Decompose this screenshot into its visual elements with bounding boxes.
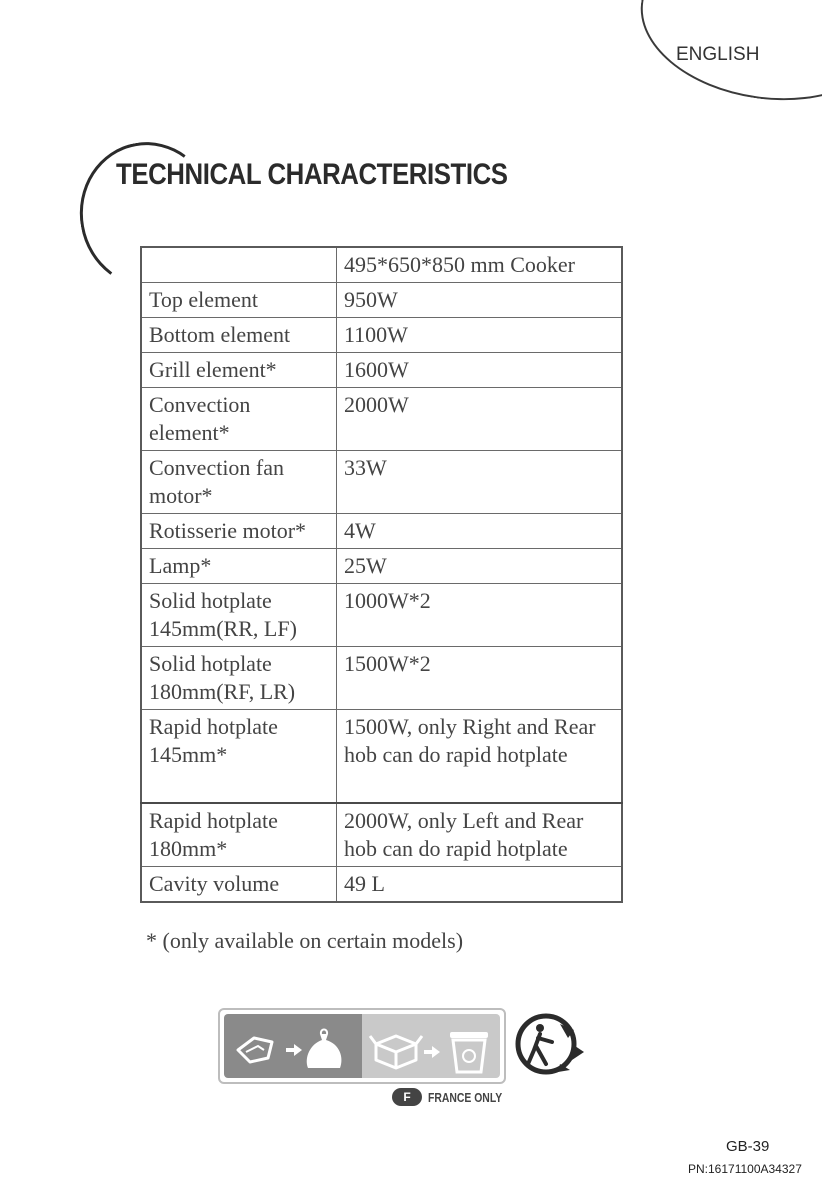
- row-value: 2000W, only Left and Rear hob can do rapid hotplate: [337, 803, 623, 867]
- table-row: [141, 283, 622, 318]
- part-number: PN:16171100A34327: [688, 1162, 802, 1176]
- row-value: 4W: [337, 514, 623, 549]
- table-row: [141, 514, 622, 549]
- packaging-to-bag-icon: [224, 1014, 362, 1078]
- row-label: Solid hotplate 145mm(RR, LF): [141, 584, 337, 647]
- table-row: [141, 388, 622, 451]
- row-value: 495*650*850 mm Cooker: [337, 247, 623, 283]
- table-row: [141, 584, 622, 647]
- row-label: Rapid hotplate 180mm*: [141, 803, 337, 867]
- row-value: 1000W*2: [337, 584, 623, 647]
- table-row: [141, 247, 622, 283]
- row-label: [141, 247, 337, 283]
- row-label: Grill element*: [141, 353, 337, 388]
- row-value: 33W: [337, 451, 623, 514]
- row-label: Convection element*: [141, 388, 337, 451]
- triman-icon: [512, 1008, 592, 1080]
- packaging-panel: [224, 1014, 362, 1078]
- row-value: 25W: [337, 549, 623, 584]
- table-row: [141, 647, 622, 710]
- row-label: Cavity volume: [141, 867, 337, 903]
- row-label: Rapid hotplate 145mm*: [141, 710, 337, 804]
- france-only-badge: [392, 1088, 521, 1106]
- table-row: [141, 710, 622, 804]
- language-label: ENGLISH: [676, 44, 760, 65]
- table-row: [141, 549, 622, 584]
- row-value: 1500W*2: [337, 647, 623, 710]
- row-label: Top element: [141, 283, 337, 318]
- page-title: TECHNICAL CHARACTERISTICS: [116, 158, 508, 191]
- row-label: Convection fan motor*: [141, 451, 337, 514]
- box-to-bin-icon: [362, 1014, 500, 1078]
- row-value: 1100W: [337, 318, 623, 353]
- row-value: 2000W: [337, 388, 623, 451]
- row-value: 49 L: [337, 867, 623, 903]
- box-panel: [362, 1014, 500, 1078]
- table-row: [141, 803, 622, 867]
- footnote: * (only available on certain models): [146, 928, 464, 953]
- table-row: [141, 867, 622, 903]
- technical-characteristics-table: [140, 246, 623, 903]
- page-number: GB-39: [726, 1138, 770, 1155]
- row-label: Rotisserie motor*: [141, 514, 337, 549]
- table-row: [141, 318, 622, 353]
- row-value: 950W: [337, 283, 623, 318]
- row-value: 1500W, only Right and Rear hob can do rapid hotplate: [337, 710, 623, 804]
- row-value: 1600W: [337, 353, 623, 388]
- recycling-instructions-logo: [218, 1008, 506, 1084]
- table-row: [141, 353, 622, 388]
- table-row: [141, 451, 622, 514]
- france-letter: F: [392, 1088, 422, 1106]
- row-label: Lamp*: [141, 549, 337, 584]
- row-label: Bottom element: [141, 318, 337, 353]
- france-only-label: FRANCE ONLY: [428, 1089, 503, 1105]
- row-label: Solid hotplate 180mm(RF, LR): [141, 647, 337, 710]
